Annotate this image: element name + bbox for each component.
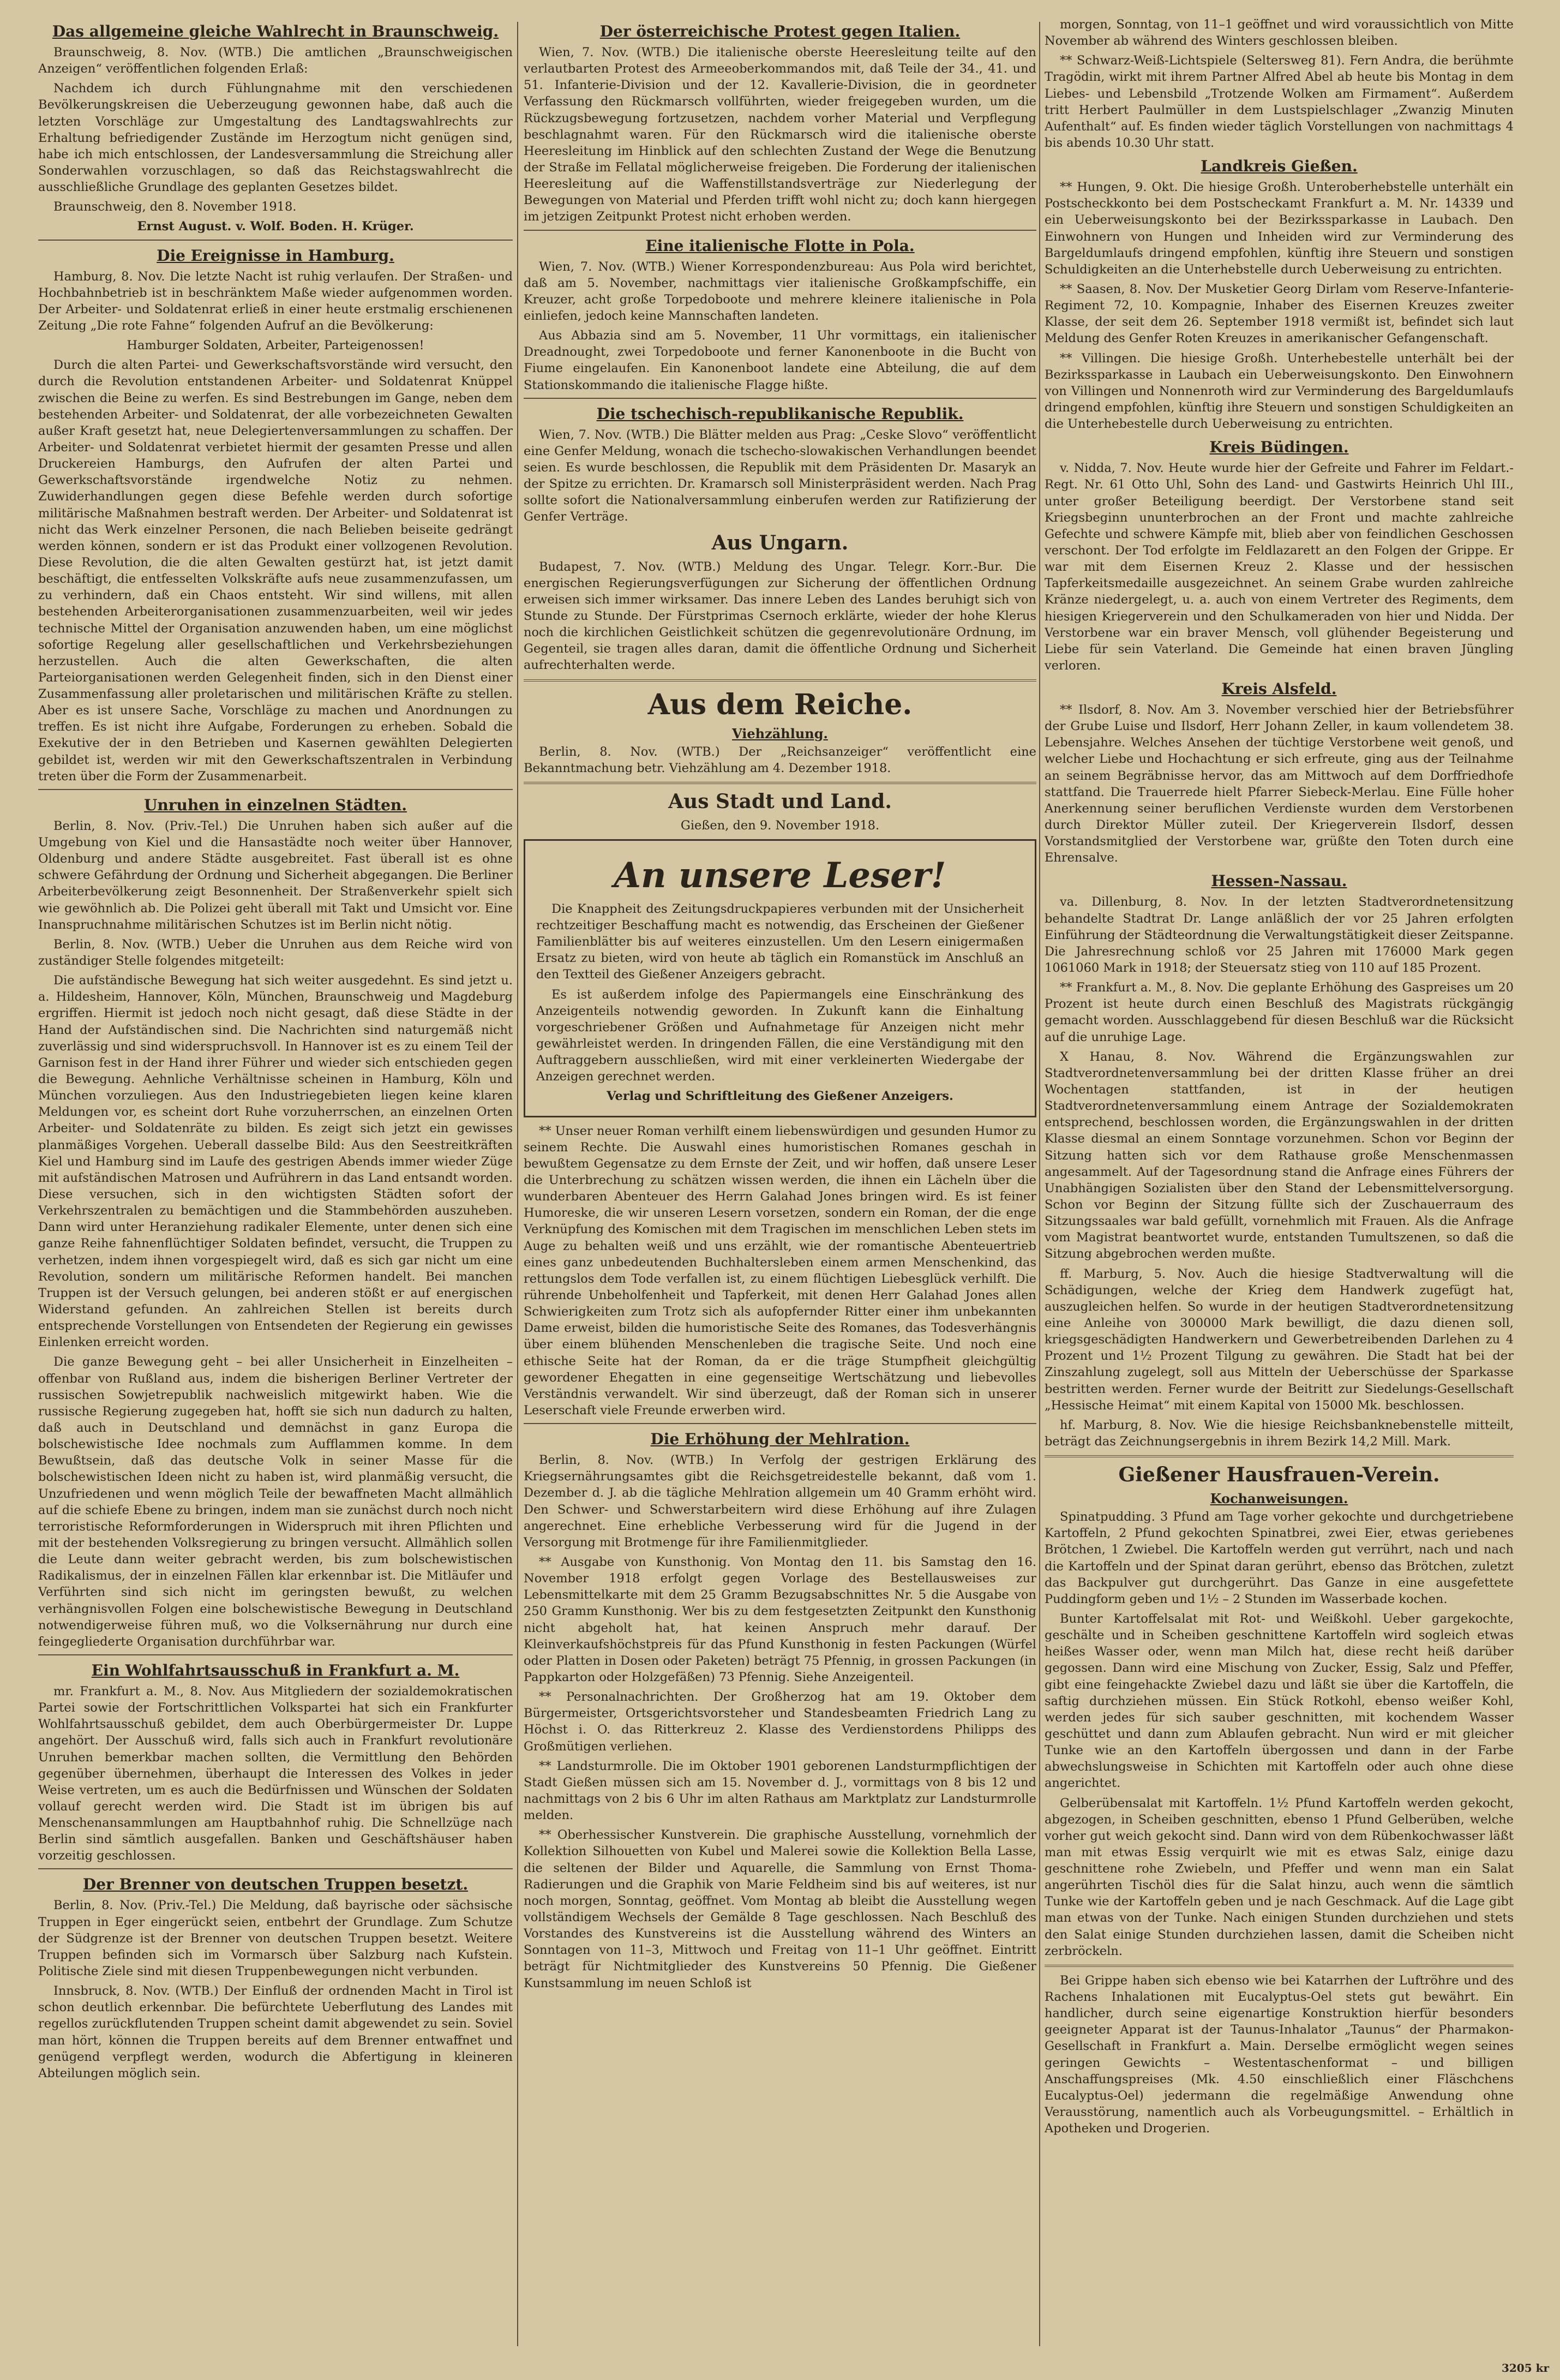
dateline: Gießen, den 9. November 1918. bbox=[680, 818, 880, 833]
article-title-hamburg: Die Ereignisse in Hamburg. bbox=[157, 246, 394, 265]
dateline: Braunschweig, den 8. November 1918. bbox=[53, 200, 297, 214]
column-2 bbox=[524, 16, 1036, 2357]
paragraph: v. Nidda, 7. Nov. Heute wurde hier der Gefreite und Fahrer im Feldart.-Regt. Nr. 61 Otto Uhl, Sohn des Land- und Gastwirts Heinrich Uhl III., unter großer Beteiligung beerdigt. Der Verstorbene stand seit Kriegsbeginn ununterbrochen an der Front und machte zahlreiche Gefechte und schwere Kämpfe mit, blieb aber von feindlichen Geschossen verschont. Der Tod erfolgte im Feldlazarett an den Folgen der Grippe. Er war mit dem Eisernen Kreuz 2. Klasse und der hessischen Tapferkeitsmedaille ausgezeichnet. An seinem Grabe wurden zahlreiche Kränze niedergelegt, u. a. auch von einem Vertreter des Regiments, dem hiesigen Kriegerverein und den Schulkameraden von hier und Nidda. Der Verstorbene war ein braver Mensch, voll glühender Begeisterung und Liebe für sein Vaterland. Die Gemeinde hat einen braven Jüngling verloren. bbox=[1045, 461, 1514, 673]
paragraph: ** Landsturmrolle. Die im Oktober 1901 geborenen Landsturmpflichtigen der Stadt Gießen müssen sich am 15. November d. J., vormittags von 8 bis 12 und nachmittags von 2 bis 6 Uhr im alten Rathaus am Marktplatz zur Landsturmrolle melden. bbox=[524, 1759, 1036, 1823]
paragraph: ** Hungen, 9. Okt. Die hiesige Großh. Unteroberhebstelle unterhält ein Postscheckkonto bei dem Postscheckamt Frankfurt a. M. Nr. 14339 und ein Ueberweisungskonto bei der Bezirkssparkasse in Laubach. Den Einwohnern von Hungen und Inheiden wird zur Verminderung des Bargeldumlaufs dringend empfohlen, künftig ihre Steuern und sonstigen Schuldigkeiten an die Unterhebstelle durch Ueberweisung zu entrichten. bbox=[1045, 180, 1514, 277]
notice-box-readers bbox=[524, 839, 1036, 1117]
paragraph: Berlin, 8. Nov. (WTB.) Ueber die Unruhen aus dem Reiche wird von zuständiger Stelle folgendes mitgeteilt: bbox=[38, 937, 513, 968]
article-title-unruhen: Unruhen in einzelnen Städten. bbox=[143, 796, 407, 814]
article-title-wahlrecht: Das allgemeine gleiche Wahlrecht in Braunschweig. bbox=[52, 22, 499, 40]
article-title-brenner: Der Brenner von deutschen Truppen besetzt. bbox=[82, 1875, 469, 1894]
paragraph: Die ganze Bewegung geht – bei aller Unsicherheit in Einzelheiten – offenbar von Rußland aus, indem die bisherigen Berliner Vertreter der russischen Sowjetrepublik nachweislich mitgewirkt haben. Wie die russische Regierung zugegeben hat, hofft sie sich nun dadurch zu halten, daß auch in Deutschland und demnächst in ganz Europa die bolschewistische Idee nochmals zum Aufflammen komme. In dem Bewußtsein, daß das deutsche Volk in seiner Masse für die bolschewistischen Ideen nicht zu haben ist, wird planmäßig versucht, die Unzufriedenen und wenn möglich Teile der bewaffneten Macht allmählich auf die schiefe Ebene zu bringen, indem man sie zunächst durch noch nicht terroristische Reformforderungen in Widerspruch mit ihren Pflichten und mit der bestehenden Volksregierung zu bringen versucht. Allmählich sollen die Leute dann weiter gebracht werden, bis zum bolschewistischen Radikalismus, der in einzelnen Fällen klar erkennbar ist. Die Mitläufer und Verführten sind sich nicht im geringsten bewußt, zu welchen verhängnisvollen Folgen eine bolschewistische Bewegung in Deutschland notwendigerweise führen muß, wo die Volksernährung nur durch eine feingegliederte Organisation durchführbar war. bbox=[38, 1355, 513, 1649]
paragraph: Die Knappheit des Zeitungsdruckpapieres verbunden mit der Unsicherheit rechtzeitiger Beschaffung macht es notwendig, das Erscheinen der Gießener Familienblätter bis auf weiteres einzustellen. Um den Lesern einigermaßen Ersatz zu bieten, wird von heute ab täglich ein Romanstück im Anschluß an den Textteil des Gießener Anzeigers gebracht. bbox=[536, 901, 1024, 982]
column-1 bbox=[38, 16, 513, 2357]
paragraph: Budapest, 7. Nov. (WTB.) Meldung des Ungar. Telegr. Korr.-Bur. Die energischen Regierungsverfügungen zur Sicherung der öffentlichen Ordnung erweisen sich immer wirksamer. Das innere Leben des Landes beruhigt sich von Stunde zu Stunde. Der Fürstprimas Csernoch erklärte, wieder der hohe Klerus noch die kirchlichen Geistlichkeit schützen die gegenrevolutionäre Ordnung, im Gegenteil, sie tragen alles daran, damit die öffentliche Ordnung und Sicherheit aufrechterhalten werde. bbox=[524, 559, 1036, 673]
paragraph: Innsbruck, 8. Nov. (WTB.) Der Einfluß der ordnenden Macht in Tirol ist schon deutlich erkennbar. Die befürchtete Ueberflutung des Landes mit regellos zurückflutenden Truppen scheint damit abgewendet zu sein. Soviel man hört, können die Truppen bereits auf dem Brenner entwaffnet und genügend verpflegt werden, wodurch die Abfertigung in kleineren Abteilungen möglich sein. bbox=[38, 1984, 513, 2080]
paragraph: Berlin, 8. Nov. (Priv.-Tel.) Die Meldung, daß bayrische oder sächsische Truppen in Eger eingerückt seien, entbehrt der Grundlage. Zum Schutze der Südgrenze ist der Brenner von deutschen Truppen besetzt. Weitere Truppen befinden sich im Vormarsch über Salzburg nach Kufstein. Politische Ziele sind mit diesen Truppenbewegungen nicht verbunden. bbox=[38, 1898, 513, 1979]
paragraph: Berlin, 8. Nov. (Priv.-Tel.) Die Unruhen haben sich außer auf die Umgebung von Kiel und die Hansastädte noch weiter über Hannover, Oldenburg und andere Städte ausgebreitet. Fast überall ist es ohne schwere Gefährdung der Ordnung und Sicherheit abgegangen. Die Berliner Arbeiterbevölkerung zeigt Besonnenheit. Der Straßenverkehr spielt sich wie gewöhnlich ab. Die Polizei geht überall mit Takt und Umsicht vor. Eine Inanspruchnahme militärischen Schutzes ist im Berlin nicht nötig. bbox=[38, 818, 513, 932]
column-rule-2 bbox=[1039, 22, 1040, 2346]
paragraph: Wien, 7. Nov. (WTB.) Wiener Korrespondenzbureau: Aus Pola wird berichtet, daß am 5. November, nachmittags vier italienische Großkampfschiffe, ein Kreuzer, acht große Torpedoboote und mehrere kleinere italienische in Pola einliefen, jedoch keine Mannschaften landeten. bbox=[524, 259, 1036, 323]
paragraph: Hamburger Soldaten, Arbeiter, Parteigenossen! bbox=[127, 338, 424, 353]
paragraph: Berlin, 8. Nov. (WTB.) In Verfolg der gestrigen Erklärung des Kriegsernährungsamtes gibt die Reichsgetreidestelle bekannt, daß vom 1. Dezember d. J. ab die tägliche Mehlration allgemein um 40 Gramm erhöht wird. Den Schwer- und Schwerstarbeitern wird diese Erhöhung auf ihre Zulagen angerechnet. Eine erhebliche Verbesserung wird für die Jugend in der Versorgung mit Brotmenge für ihre Familienmitglieder. bbox=[524, 1453, 1036, 1550]
paragraph: ** Schwarz-Weiß-Lichtspiele (Seltersweg 81). Fern Andra, die berühmte Tragödin, wirkt mit ihrem Partner Alfred Abel ab heute bis Montag in dem Liebes- und Lebensbild „Trotzende Wolken am Firmament“. Außerdem tritt Herbert Paulmüller in dem Lustspielschlager „Zwanzig Minuten Aufenthalt“ auf. Es finden wieder täglich Vorstellungen von nachmittags 4 bis abends 10.30 Uhr statt. bbox=[1045, 53, 1514, 150]
paragraph: ** Personalnachrichten. Der Großherzog hat am 19. Oktober dem Bürgermeister, Ortsgerichtsvorsteher und Standesbeamten Friedrich Lang zu Höchst i. O. das Ritterkreuz 2. Klasse des Verdienstordens Philipps des Großmütigen verliehen. bbox=[524, 1690, 1036, 1754]
paragraph: mr. Frankfurt a. M., 8. Nov. Aus Mitgliedern der sozialdemokratischen Partei sowie der Fortschrittlichen Volkspartei hat sich ein Frankfurter Wohlfahrtsausschuß gebildet, dem auch Oberbürgermeister Dr. Luppe angehört. Der Ausschuß wird, falls sich auch in Frankfurt revolutionäre Unruhen bemerkbar machen sollten, die Vermittlung den Behörden gegenüber übernehmen, überhaupt die Interessen des Volkes in jeder Weise vertreten, um es auch die Bedürfnissen und Wünschen der Soldaten vollauf gerecht werden wird. Die Stadt ist im übrigen bis auf Menschenansammlungen am Hauptbahnhof ruhig. Die Schnellzüge nach Berlin sind sämtlich ausgefallen. Banken und Geschäftshäuser haben vorzeitig geschlossen. bbox=[38, 1684, 513, 1863]
paragraph: ** Villingen. Die hiesige Großh. Unterhebestelle unterhält bei der Bezirkssparkasse in Laubach ein Ueberweisungskonto. Den Einwohnern von Villingen und Nonnenroth wird zur Verminderung des Bargeldumlaufs dringend empfohlen, künftig ihre Steuern und sonstigen Schuldigkeiten an die Unterhebestelle durch Ueberweisung zu entrichten. bbox=[1045, 351, 1514, 432]
paragraph: hf. Marburg, 8. Nov. Wie die hiesige Reichsbanknebenstelle mitteilt, beträgt das Zeichnungsergebnis in ihrem Bezirk 14,2 Mill. Mark. bbox=[1045, 1418, 1514, 1449]
article-title-hausfrauen: Gießener Hausfrauen-Verein. bbox=[1118, 1463, 1440, 1487]
divider bbox=[38, 1868, 513, 1869]
article-title-hessen: Hessen-Nassau. bbox=[1211, 872, 1347, 890]
footer-number: 3205 kr bbox=[1501, 2361, 1549, 2375]
paragraph: morgen, Sonntag, von 11–1 geöffnet und wird voraussichtlich von Mitte November ab während des Winters geschlossen bleiben. bbox=[1045, 17, 1514, 49]
paragraph: Es ist außerdem infolge des Papiermangels eine Einschränkung des Anzeigenteils notwendig geworden. In Zukunft kann die Einhaltung vorgeschriebener Größen und Aufnahmetage für Anzeigen nicht mehr gewährleistet werden. In dringenden Fällen, die eine Verständigung mit den Auftraggebern ausschließen, wird mit einer verkleinerten Wiedergabe der Anzeigen gerechnet werden. bbox=[536, 987, 1024, 1084]
paragraph: Braunschweig, 8. Nov. (WTB.) Die amtlichen „Braunschweigischen Anzeigen“ veröffentlichen folgenden Erlaß: bbox=[38, 45, 513, 76]
paragraph: Berlin, 8. Nov. (WTB.) Der „Reichsanzeiger“ veröffentlicht eine Bekanntmachung betr. Viehzählung am 4. Dezember 1918. bbox=[524, 744, 1036, 775]
column-rule-1 bbox=[517, 22, 518, 2346]
signature-line: Ernst August. v. Wolf. Boden. H. Krüger. bbox=[137, 219, 414, 234]
paragraph: Hamburg, 8. Nov. Die letzte Nacht ist ruhig verlaufen. Der Straßen- und Hochbahnbetrieb ist in beschränktem Maße wieder aufgenommen worden. Der Arbeiter- und Soldatenrat erließ in einer heute erstmalig erschienenen Zeitung „Die rote Fahne“ folgenden Aufruf an die Bevölkerung: bbox=[38, 269, 513, 333]
article-title-tschech: Die tschechisch-republikanische Republik. bbox=[596, 404, 964, 423]
paragraph: Durch die alten Partei- und Gewerkschaftsvorstände wird versucht, den durch die Revolution entstandenen Arbeiter- und Soldatenrat Knüppel zwischen die Beine zu werfen. Es sind Bestrebungen im Gange, neben dem bestehenden Arbeiter- und Soldatenrat, der alle vorbezeichneten Gewalten außer Kraft gesetzt hat, neue Delegiertenversammlungen zu schaffen. Der Arbeiter- und Soldatenrat verbietet hiermit der gesamten Presse und allen Druckereien Hamburgs, den Aufrufen der alten Partei und Gewerkschaftsvorstände irgendwelche Notiz zu nehmen. Zuwiderhandlungen gegen diese Befehle werden durch sofortige militärische Maßnahmen bestraft werden. Der Arbeiter- und Soldatenrat ist nicht das Werk einzelner Personen, die nach Belieben beiseite gedrängt werden können, sondern er ist das Produkt einer vollzogenen Revolution. Diese Revolution, die die alten Gewalten gestürzt hat, ist jetzt damit beschäftigt, die entfesselten Volkskräfte aufs neue zusammenzufassen, um zu verhindern, daß ein Chaos entsteht. Wir sind willens, mit allen bestehenden Arbeiterorganisationen zusammenzuarbeiten, weil wir jedes technische Mittel der Organisation anzuwenden haben, um eine möglichst sofortige Regelung aller gesellschaftlichen und Verkehrsbeziehungen herzustellen. Auch die alten Gewerkschaften, die alten Parteiorganisationen werden Gelegenheit finden, sich in den Dienst einer Zusammenfassung aller proletarischen und militärischen Kräfte zu stellen. Aber es ist unsere Sache, Vorschläge zu machen und Anordnungen zu treffen. Es ist nicht ihre Aufgabe, Forderungen zu erheben. Sobald die Exekutive der in den Betrieben und Kasernen gewählten Delegierten gebildet ist, werden wir mit den Gewerkschaftszentralen in Verbindung treten über die Form der Zusammenarbeit. bbox=[38, 358, 513, 784]
paragraph: Aus Abbazia sind am 5. November, 11 Uhr vormittags, ein italienischer Dreadnought, zwei Torpedoboote und ferner Kanonenboote in die Bucht von Fiume eingelaufen. Ein Kanonenboot landete eine Abteilung, die auf dem Stationskommando die italienische Flagge hißte. bbox=[524, 328, 1036, 392]
divider bbox=[524, 1423, 1036, 1424]
divider bbox=[1045, 1455, 1514, 1457]
notice-title: An unsere Leser! bbox=[614, 854, 946, 896]
paragraph: Gelberübensalat mit Kartoffeln. 1½ Pfund Kartoffeln werden gekocht, abgezogen, in Scheiben geschnitten, ebenso 1 Pfund Gelberüben, welche vorher gut weich gekocht sind. Dann wird von dem Rübenkochwasser läßt man mit etwas Essig verquirlt wie mit es etwas Salz, einige dazu geschnittene rohe Zwiebeln, und Pfeffer und wenn man ein Salat angerührten Tischöl dies für die Salat hinzu, auch wenn die sämtlich Tunke wie der Kartoffeln geben und je nach Geschmack. Auf die Lage gibt man etwas von der Tunke. Nach einigen Stunden durchziehen und stets den Salat einige Stunden durchziehen lassen, damit die Scheiben nicht zerbröckeln. bbox=[1045, 1796, 1514, 1958]
paragraph: ff. Marburg, 5. Nov. Auch die hiesige Stadtverwaltung will die Schädigungen, welche der Krieg dem Handwerk zugefügt hat, auszugleichen helfen. So wurde in der heutigen Stadtverordnetensitzung eine Anleihe von 300000 Mark bewilligt, die dazu dienen soll, kriegsgeschädigten Handwerkern und Gewerbetreibenden Darlehen zu 4 Prozent und 1½ Prozent Tilgung zu gewähren. Die Stadt hat bei der Zinszahlung zugelegt, soll aus Mitteln der Ueberschüsse der Sparkasse bestritten werden. Ferner wurde der Beitritt zur Siedelungs-Gesellschaft „Hessische Heimat“ mit einem Kapital von 15000 Mk. beschlossen. bbox=[1045, 1266, 1514, 1413]
paragraph: Wien, 7. Nov. (WTB.) Die Blätter melden aus Prag: „Ceske Slovo“ veröffentlicht eine Genfer Meldung, wonach die tschecho-slowakischen Verhandlungen beendet seien. Es wurde beschlossen, die Republik mit dem Präsidenten Dr. Masaryk an der Spitze zu errichten. Dr. Kramarsch soll Ministerpräsident werden. Nach Prag sollte sofort die Nationalversammlung einberufen werden zur Ratifizierung der Genfer Verträge. bbox=[524, 427, 1036, 524]
paragraph: Nachdem ich durch Fühlungnahme mit den verschiedenen Bevölkerungskreisen die Ueberzeugung gewonnen habe, daß auch die letzten Vorschläge zur Umgestaltung des Landtagswahlrechts zur Erhaltung befriedigender Zustände im Herzogtum nicht genügen sind, habe ich mich entschlossen, der Landesversammlung die Streichung aller Sonderwahlen vorzuschlagen, so daß das Reichstagswahlrecht die ausschließliche Grundlage des geplanten Gesetzes bildet. bbox=[38, 81, 513, 195]
paragraph: ** Saasen, 8. Nov. Der Musketier Georg Dirlam vom Reserve-Infanterie-Regiment 72, 10. Kompagnie, Inhaber des Eisernen Kreuzes zweiter Klasse, der seit dem 26. September 1918 vermißt ist, befindet sich laut Meldung des Genfer Roten Kreuzes in amerikanischer Gefangenschaft. bbox=[1045, 282, 1514, 346]
paragraph: Spinatpudding. 3 Pfund am Tage vorher gekochte und durchgetriebene Kartoffeln, 2 Pfund gekochten Spinatbrei, zwei Eier, etwas geriebenes Brötchen, 1 Zwiebel. Die Kartoffeln werden gut verrührt, nach und nach die Kartoffeln und der Spinat daran gerührt, ebenso das Brötchen, zuletzt das Backpulver gut durchgerührt. Das Ganze in eine ausgefettete Puddingform geben und 1½ – 2 Stunden im Wasserbade kochen. bbox=[1045, 1510, 1514, 1606]
article-title-flotte: Eine italienische Flotte in Pola. bbox=[645, 236, 915, 255]
advertisement-paragraph: Bei Grippe haben sich ebenso wie bei Katarrhen der Luftröhre und des Rachens Inhalationen mit Eucalyptus-Oel stets gut bewährt. Ein handlicher, durch seine eigenartige Konstruktion hierfür besonders geeigneter Apparat ist der Taunus-Inhalator „Taunus“ der Pharmakon-Gesellschaft in Frankfurt a. Main. Derselbe ermöglicht wegen seines geringen Gewichts – Westentaschenformat – und billigen Anschaffungspreises (Mk. 4.50 einschließlich einer Fläschchens Eucalyptus-Oel) jedermann die regelmäßige Anwendung ohne Verausstörung, namentlich auch als Vorbeugungsmittel. – Erhältlich in Apotheken und Drogerien. bbox=[1045, 1973, 1514, 2136]
paragraph: ** Ilsdorf, 8. Nov. Am 3. November verschied hier der Betriebsführer der Grube Luise und Ilsdorf, Herr Johann Zeller, in kaum vollendetem 38. Lebensjahre. Welches Ansehen der tüchtige Verstorbene weit genoß, und welcher Liebe und Hochachtung er sich erfreute, ging aus der Teilnahme an seinem Begräbnisse hervor, das am Mittwoch auf dem Dorffriedhofe stattfand. Die Trauerrede hielt Pfarrer Siebeck-Merlau. Eine Fülle hoher Anerkennung seiner beruflichen Verdienste wurden dem Verstorbenen durch Direktor Müller zuteil. Der Kriegerverein Ilsdorf, dessen Vorstandsmitglied der Verstorbene war, grüßte den Toten durch eine Ehrensalve. bbox=[1045, 703, 1514, 865]
paragraph: ** Unser neuer Roman verhilft einem liebenswürdigen und gesunden Humor zu seinem Rechte. Die Auswahl eines humoristischen Romanes geschah in bewußtem Gegensatze zu dem Ernste der Zeit, und wir hoffen, daß unsere Leser die Unterbrechung zu schätzen wissen werden, die ihnen ein Lächeln über die wunderbaren Abenteuer des Herrn Galahad Jones bringen wird. Es ist feiner Humoreske, die wir unseren Lesern vorsetzen, sondern ein Roman, der die enge Verknüpfung des Komischen mit dem Tragischen im menschlichen Leben stets im Auge zu behalten weiß und uns erzählt, wie der romantische Abenteuertrieb eines ganz unbedeutenden Buchhaltersleben einem armen Menschenkind, das rettungslos dem Tode verfallen ist, zu einem flüchtigen Liebesglück verhilft. Die rührende Unbeholfenheit und Tapferkeit, mit denen Herr Galahad Jones allen Schwierigkeiten zum Trotz sich als aufopfernder Ritter einer ihm unbekannten Dame erweist, bilden die humoristische Seite des Romanes, das Todesverhängnis über einem blühenden Menschenleben die tragische Seite. Und noch eine ethische Seite hat der Roman, da er die träge Stumpfheit gleichgültig gewordener Ehegatten in eine gegenseitige Wertschätzung und liebevolles Verständnis verwandelt. Wir sind überzeugt, daß der Roman sich in unserer Leserschaft viele Freunde erwerben wird. bbox=[524, 1123, 1036, 1418]
article-title-ungarn: Aus Ungarn. bbox=[711, 531, 849, 554]
article-title-alsfeld: Kreis Alsfeld. bbox=[1221, 680, 1337, 698]
divider bbox=[524, 679, 1036, 681]
paragraph: ** Oberhessischer Kunstverein. Die graphische Ausstellung, vornehmlich der Kollektion Silhouetten von Kubel und Malerei sowie die Kollektion Bella Lasse, die seltenen der Bilder und Aquarelle, die Sammlung von Ernst Thoma-Radierungen und die Graphik von Marie Feldheim sind bis auf weiteres, ist nur noch morgen, Sonntag, geöffnet. Vom Montag ab bleibt die Ausstellung wegen vollständigem Wechsels der Gemälde 8 Tage geschlossen. Nach Beschluß des Vorstandes des Kunstvereins ist die Ausstellung während des Winters an Sonntagen von 11–3, Mittwoch und Freitag von 11–1 Uhr geöffnet. Eintritt beträgt für Nichtmitglieder des Kunstvereins 50 Pfennig. Die Gießener Kunstsammlung im neuen Schloß ist bbox=[524, 1828, 1036, 1990]
notice-signature: Verlag und Schriftleitung des Gießener Anzeigers. bbox=[607, 1089, 953, 1104]
paragraph: Wien, 7. Nov. (WTB.) Die italienische oberste Heeresleitung teilte auf den verlautbarten Protest des Armeeoberkommandos mit, daß Teile der 34., 41. und 51. Infanterie-Division und der 12. Kavallerie-Division, die in geordneter Verfassung den Rückmarsch vollführten, wieder freigegeben wurden, um die Rückzugsbewegung fortzusetzen, nachdem vorher Material und Verpflegung beschlagnahmt waren. Für den Rückmarsch wird die italienische oberste Heeresleitung im Hinblick auf den schlechten Zustand der Wege die Benutzung der Straße im Fellatal möglicherweise freigeben. Die Forderung der italienischen Heeresleitung auf die Waffenstillstandsverträge zur Niederlegung der Bewegungen von Material und Pferden trifft wohl nicht zu; doch kann hiergegen im jetzigen Zeitpunkt Protest nicht erhoben werden. bbox=[524, 45, 1036, 224]
article-title-mehl: Die Erhöhung der Mehlration. bbox=[650, 1430, 910, 1449]
divider bbox=[38, 789, 513, 790]
divider bbox=[524, 398, 1036, 399]
article-title-landkreis: Landkreis Gießen. bbox=[1201, 157, 1358, 176]
article-title-wohlfahrt: Ein Wohlfahrtsausschuß in Frankfurt a. M. bbox=[91, 1661, 460, 1679]
paragraph: Die aufständische Bewegung hat sich weiter ausgedehnt. Es sind jetzt u. a. Hildesheim, Hannover, Köln, München, Braunschweig und Magdeburg ergriffen. Hiermit ist jedoch noch nicht gesagt, daß diese Städte in der Hand der Aufständischen sind. Die Nachrichten sind naturgemäß nicht zuverlässig und sind widerspruchsvoll. In Hannover ist es zu einem Teil der Garnison fest in der Hand ihrer Führer und wieder sich entschieden gegen die Bewegung. Aehnliche Verhältnisse scheinen in Hamburg, Köln und München vorzuliegen. Aus den Industriegebieten liegen keine klaren Meldungen vor, es scheint dort Ruhe vorzuherrschen, an einzelnen Orten Arbeiter- und Soldatenräte zu bilden. Es zeigt sich jetzt ein gewisses planmäßiges Vorgehen. Ueberall dasselbe Bild: Aus den Seestreitkräften Kiel und Hamburg sind im Laufe des gestrigen Abends immer wieder Züge mit aufständischen Matrosen und Aufrührern in das Land entsandt worden. Diese versuchen, sich in den wichtigsten Städten sofort der Verkehrszentralen zu bemächtigen und die Stammbehörden auszuheben. Dann wird unter Heranziehung radikaler Elemente, unter denen sich eine ganze Reihe fahnenflüchtiger Soldaten befindet, versucht, die Truppen zu verhetzen, indem ihnen vorgespiegelt wird, daß es sich gar nicht um eine Revolution, sondern um militärische Reformen handelt. Bei manchen Truppen ist der Versuch gelungen, bei anderen stößt er auf energischen Widerstand gefunden. An zahlreichen Stellen ist bereits durch entsprechende Vorstellungen von Entsendeten der Regierung ein gewisses Einlenken erreicht worden. bbox=[38, 973, 513, 1350]
divider bbox=[524, 230, 1036, 231]
divider bbox=[524, 782, 1036, 784]
column-3 bbox=[1045, 16, 1514, 2357]
paragraph: ** Ausgabe von Kunsthonig. Von Montag den 11. bis Samstag den 16. November 1918 erfolgt gegen Vorlage des Bestellausweises zur Lebensmittelkarte mit dem 25 Gramm Bezugsabschnittes Nr. 5 die Ausgabe von 250 Gramm Kunsthonig. Wer bis zu dem festgesetzten Zeitpunkt den Kunsthonig nicht abgeholt hat, hat keinen Anspruch mehr darauf. Der Kleinverkaufshöchstpreis für das Pfund Kunsthonig in festen Packungen (Würfel oder Platten in Dosen oder Paketen) beträgt 75 Pfennig, in grossen Packungen (in Pappkarton oder Holzgefäßen) 73 Pfennig. Siehe Anzeigenteil. bbox=[524, 1554, 1036, 1684]
paragraph: va. Dillenburg, 8. Nov. In der letzten Stadtverordnetensitzung behandelte Stadtrat Dr. Lange anläßlich der vor 25 Jahren erfolgten Einführung der Städteordnung die Verwaltungstätigkeit dieser Zeitspanne. Die Jahresrechnung schloß vor 25 Jahren mit 176000 Mark gegen 1061060 Mark in 1918; der Steuersatz stieg von 110 auf 185 Prozent. bbox=[1045, 895, 1514, 976]
divider bbox=[38, 240, 513, 241]
article-title-vieh: Viehzählung. bbox=[732, 725, 828, 741]
article-title-protest: Der österreichische Protest gegen Italien. bbox=[599, 22, 961, 40]
section-title-stadt: Aus Stadt und Land. bbox=[668, 790, 892, 813]
paragraph: Bunter Kartoffelsalat mit Rot- und Weißkohl. Ueber gargekochte, geschälte und in Scheiben geschnittene Kartoffeln wird sogleich etwas heißes Wasser oder, wenn man Milch hat, diese recht heiß darüber gegossen. Dann wird eine Mischung von Zucker, Essig, Salz und Pfeffer, gibt eine feingehackte Zwiebel dazu und läßt sie über die Kartoffeln, die saftig durchziehen müssen. Ein Stück Rotkohl, ebenso weißer Kohl, werden jedes für sich sauber geschnitten, mit kochendem Wasser geschüttet und dann zum Ablaufen gebracht. Nun wird er mit gleicher Tunke wie an den Kartoffeln übergossen und dann in der Farbe abwechslungsweise in Schichten mit Kartoffeln oder auch ohne diese angerichtet. bbox=[1045, 1611, 1514, 1791]
section-title-reich: Aus dem Reiche. bbox=[647, 687, 913, 721]
paragraph: X Hanau, 8. Nov. Während die Ergänzungswahlen zur Stadtverordnetenversammlung bei der dritten Klasse früher an drei Wochentagen stattfanden, ist in der heutigen Stadtverordnetenversammlung einem Antrage der Sozialdemokraten entsprechend, beschlossen worden, die Ergänzungswahlen in der dritten Klasse diesmal an einem Sonntage vorzunehmen. Schon vor Beginn der Sitzung hatten sich vor dem Rathause große Menschenmassen angesammelt. Auf der Tagesordnung stand die Anfrage eines Führers der Unabhängigen Sozialisten über den Stand der Lebensmittelversorgung. Schon vor Beginn der Sitzung füllte sich der Zuschauerraum des Sitzungssaales war bald gefüllt, vornehmlich mit Frauen. Als die Anfrage vom Magistrat beantwortet wurde, entstanden Tumultszenen, so daß die Sitzung abgebrochen werden mußte. bbox=[1045, 1049, 1514, 1261]
article-subtitle: Kochanweisungen. bbox=[1210, 1491, 1348, 1507]
divider bbox=[38, 1654, 513, 1655]
divider bbox=[1045, 1965, 1514, 1967]
article-title-buedingen: Kreis Büdingen. bbox=[1209, 438, 1349, 457]
paragraph: ** Frankfurt a. M., 8. Nov. Die geplante Erhöhung des Gaspreises um 20 Prozent ist heute durch einen Beschluß des Magistrats rückgängig gemacht worden. Ausschlaggebend für diesen Beschluß war die Rücksicht auf die unruhige Lage. bbox=[1045, 980, 1514, 1044]
